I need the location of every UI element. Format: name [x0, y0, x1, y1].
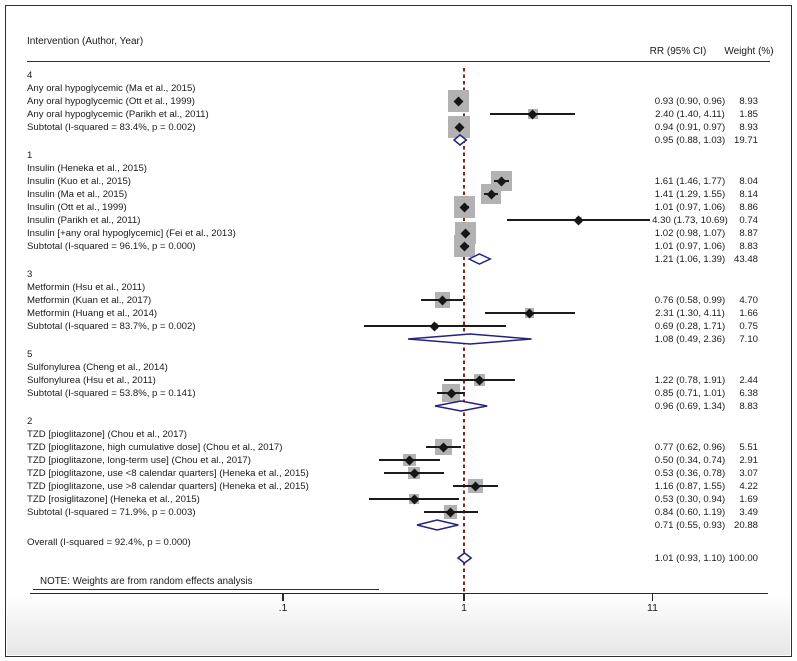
- weight-value: 3.49: [739, 506, 758, 518]
- pooled-diamond-icon: [452, 134, 468, 146]
- table-row: [0, 82, 797, 95]
- table-row: [0, 374, 797, 387]
- study-label: Sulfonylurea (Hsu et al., 2011): [27, 374, 156, 386]
- study-label: TZD [rosiglitazone] (Heneka et al., 2015): [27, 493, 200, 505]
- study-label: Insulin (Parikh et al., 2011): [27, 214, 141, 226]
- table-row: [0, 467, 797, 480]
- column-header-weight: Weight (%): [724, 46, 774, 57]
- table-row: [0, 361, 797, 374]
- weight-value: 8.93: [739, 95, 758, 107]
- pooled-diamond-icon: [433, 400, 489, 412]
- x-axis-tick: [282, 594, 283, 601]
- table-row: [0, 428, 797, 441]
- group-label: 4: [27, 69, 33, 81]
- table-row: [0, 281, 797, 294]
- group-header-row: [0, 69, 797, 82]
- weight-value: 43.48: [733, 253, 758, 265]
- weight-value: 19.71: [733, 134, 758, 146]
- pooled-diamond-icon: [415, 519, 460, 531]
- rr-value: 0.50 (0.34, 0.74): [654, 454, 726, 466]
- group-header-row: [0, 415, 797, 428]
- study-label: TZD [pioglitazone] (Chou et al., 2017): [27, 428, 187, 440]
- group-label: 3: [27, 268, 33, 280]
- weight-value: 4.22: [739, 480, 758, 492]
- study-label: Any oral hypoglycemic (Ott et al., 1999): [27, 95, 195, 107]
- table-row: [0, 240, 797, 253]
- table-row: [0, 454, 797, 467]
- study-label: Any oral hypoglycemic (Ma et al., 2015): [27, 82, 196, 94]
- study-label: Insulin (Kuo et al., 2015): [27, 175, 131, 187]
- weight-value: 1.69: [739, 493, 758, 505]
- table-row: [0, 188, 797, 201]
- table-row: [0, 253, 797, 266]
- rr-value: 2.31 (1.30, 4.11): [655, 307, 725, 319]
- weight-value: 0.75: [739, 320, 758, 332]
- rr-value: 0.95 (0.88, 1.03): [654, 134, 726, 146]
- table-row: [0, 121, 797, 134]
- table-row: [0, 108, 797, 121]
- column-header-rr: RR (95% CI): [649, 46, 707, 57]
- column-header-intervention: Intervention (Author, Year): [27, 36, 144, 47]
- weight-value: 8.87: [739, 227, 758, 239]
- weight-value: 8.14: [739, 188, 758, 200]
- study-label: Metformin (Kuan et al., 2017): [27, 294, 152, 306]
- table-row: [0, 333, 797, 346]
- table-row: [0, 552, 797, 565]
- x-axis-tick-label: 1: [461, 602, 467, 614]
- table-row: [0, 400, 797, 413]
- study-label: Metformin (Hsu et al., 2011): [27, 281, 146, 293]
- rr-value: 1.02 (0.98, 1.07): [654, 227, 726, 239]
- table-row: [0, 307, 797, 320]
- x-axis-tick-label: 11: [647, 602, 658, 614]
- rr-value: 0.53 (0.36, 0.78): [654, 467, 726, 479]
- weight-value: 7.10: [739, 333, 758, 345]
- weight-value: 100.00: [728, 552, 758, 564]
- weight-value: 8.83: [739, 240, 758, 252]
- table-row: [0, 480, 797, 493]
- group-label: 5: [27, 348, 33, 360]
- weight-value: 5.51: [739, 441, 758, 453]
- x-axis-tick: [652, 594, 653, 601]
- study-label: TZD [pioglitazone, high cumulative dose] (Chou et al., 2017): [27, 441, 283, 453]
- table-row: [0, 175, 797, 188]
- table-row: [0, 506, 797, 519]
- study-label: Subtotal (I-squared = 96.1%, p = 0.000): [27, 240, 196, 252]
- rr-value: 1.41 (1.29, 1.55): [654, 188, 726, 200]
- rr-value: 0.53 (0.30, 0.94): [654, 493, 726, 505]
- rr-value: 4.30 (1.73, 10.69): [652, 214, 728, 226]
- rr-value: 1.21 (1.06, 1.39): [654, 253, 726, 265]
- weight-value: 3.07: [739, 467, 758, 479]
- study-label: Insulin (Ma et al., 2015): [27, 188, 128, 200]
- study-label: Subtotal (I-squared = 83.4%, p = 0.002): [27, 121, 196, 133]
- weight-value: 4.70: [739, 294, 758, 306]
- study-label: Subtotal (I-squared = 83.7%, p = 0.002): [27, 320, 196, 332]
- table-row: [0, 95, 797, 108]
- weight-value: 8.86: [739, 201, 758, 213]
- weight-value: 2.91: [739, 454, 758, 466]
- rr-value: 0.93 (0.90, 0.96): [654, 95, 726, 107]
- study-label: Insulin [+any oral hypoglycemic] (Fei et al., 2013): [27, 227, 236, 239]
- rr-value: 1.08 (0.49, 2.36): [654, 333, 726, 345]
- study-label: Sulfonylurea (Cheng et al., 2014): [27, 361, 168, 373]
- pooled-diamond-icon: [456, 552, 473, 564]
- table-row: [0, 162, 797, 175]
- table-row: [0, 519, 797, 532]
- weight-value: 1.85: [739, 108, 758, 120]
- study-label: Insulin (Ott et al., 1999): [27, 201, 127, 213]
- weight-value: 20.88: [733, 519, 758, 531]
- rr-value: 2.40 (1.40, 4.11): [655, 108, 725, 120]
- group-label: 1: [27, 149, 33, 161]
- x-axis-line: [30, 593, 768, 594]
- rr-value: 1.01 (0.93, 1.10): [654, 552, 726, 564]
- group-header-row: [0, 348, 797, 361]
- study-label: Insulin (Heneka et al., 2015): [27, 162, 147, 174]
- rr-value: 0.84 (0.60, 1.19): [654, 506, 726, 518]
- table-row: [0, 320, 797, 333]
- rr-value: 1.01 (0.97, 1.06): [654, 240, 726, 252]
- rr-value: 0.76 (0.58, 0.99): [654, 294, 726, 306]
- weight-value: 6.38: [739, 387, 758, 399]
- weight-value: 0.74: [739, 214, 758, 226]
- weight-value: 2.44: [739, 374, 758, 386]
- rr-value: 1.61 (1.46, 1.77): [654, 175, 726, 187]
- group-label: 2: [27, 415, 33, 427]
- rr-value: 0.94 (0.91, 0.97): [654, 121, 726, 133]
- table-row: [0, 387, 797, 400]
- rr-value: 1.01 (0.97, 1.06): [654, 201, 726, 213]
- x-axis-tick: [463, 594, 464, 601]
- rr-value: 0.96 (0.69, 1.34): [654, 400, 726, 412]
- study-label: TZD [pioglitazone, use <8 calendar quarters] (Heneka et al., 2015): [27, 467, 309, 479]
- table-row: [0, 134, 797, 147]
- rr-value: 0.71 (0.55, 0.93): [654, 519, 726, 531]
- rr-value: 0.69 (0.28, 1.71): [654, 320, 726, 332]
- rr-value: 1.16 (0.87, 1.55): [654, 480, 726, 492]
- table-row: [0, 441, 797, 454]
- table-row: [0, 536, 797, 549]
- study-label: Subtotal (I-squared = 71.9%, p = 0.003): [27, 506, 196, 518]
- rr-value: 0.77 (0.62, 0.96): [654, 441, 726, 453]
- rr-value: 0.85 (0.71, 1.01): [654, 387, 726, 399]
- weight-value: 8.83: [739, 400, 758, 412]
- study-label: Subtotal (I-squared = 53.8%, p = 0.141): [27, 387, 196, 399]
- study-label: Metformin (Huang et al., 2014): [27, 307, 158, 319]
- study-label: Any oral hypoglycemic (Parikh et al., 2011): [27, 108, 209, 120]
- weight-value: 8.93: [739, 121, 758, 133]
- group-header-row: [0, 149, 797, 162]
- weight-value: 8.04: [739, 175, 758, 187]
- table-row: [0, 214, 797, 227]
- x-axis-tick-label: .1: [278, 602, 288, 614]
- study-label: Overall (I-squared = 92.4%, p = 0.000): [27, 536, 191, 548]
- note-text: NOTE: Weights are from random effects analysis: [40, 576, 253, 587]
- table-row: [0, 294, 797, 307]
- pooled-diamond-icon: [406, 333, 534, 345]
- rr-value: 1.22 (0.78, 1.91): [654, 374, 726, 386]
- pooled-diamond-icon: [467, 253, 492, 265]
- weight-value: 1.66: [739, 307, 758, 319]
- table-row: [0, 493, 797, 506]
- study-label: TZD [pioglitazone, use >8 calendar quarters] (Heneka et al., 2015): [27, 480, 309, 492]
- group-header-row: [0, 268, 797, 281]
- table-row: [0, 227, 797, 240]
- study-label: TZD [pioglitazone, long-term use] (Chou et al., 2017): [27, 454, 251, 466]
- table-row: [0, 201, 797, 214]
